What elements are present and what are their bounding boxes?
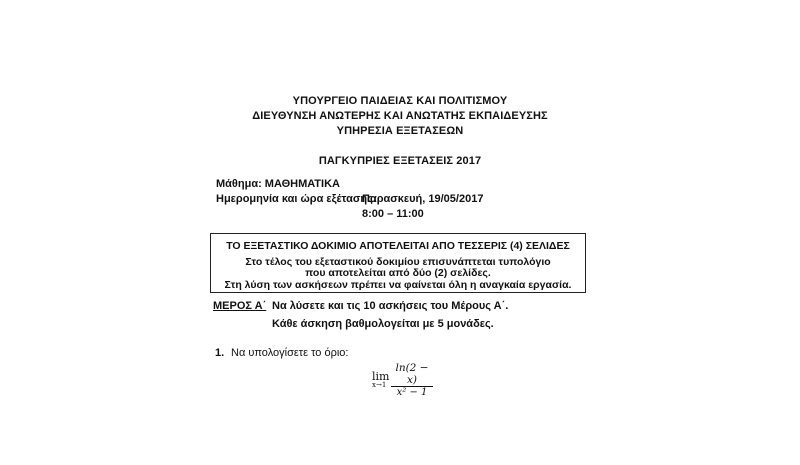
notice-box (210, 233, 586, 293)
datetime-label: Ημερομηνία και ώρα εξέτασης: (216, 193, 377, 205)
part-a-instruction-1: Να λύσετε και τις 10 ασκήσεις του Μέρους Α΄. (272, 300, 509, 312)
notice-work: Στη λύση των ασκήσεων πρέπει να φαίνεται όλη η αναγκαία εργασία. (224, 279, 572, 291)
time-value: 8:00 – 11:00 (362, 208, 424, 220)
lim-symbol: lim (372, 370, 390, 383)
part-a-label: ΜΕΡΟΣ Α΄ (213, 300, 267, 312)
numerator: ln(2 − x) (395, 362, 429, 386)
notice-formulary-1: Στο τέλος του εξεταστικού δοκιμίου επισυνάπτεται τυπολόγιο (245, 256, 551, 268)
directorate-title: ΔΙΕΥΘΥΝΣΗ ΑΝΩΤΕΡΗΣ ΚΑΙ ΑΝΩΤΑΤΗΣ ΕΚΠΑΙΔΕΥΣΗΣ (252, 110, 548, 122)
notice-formulary-2: που αποτελείται από δύο (2) σελίδες. (305, 267, 491, 279)
question-number: 1. (215, 347, 225, 359)
ministry-title: ΥΠΟΥΡΓΕΙΟ ΠΑΙΔΕΙΑΣ ΚΑΙ ΠΟΛΙΤΙΣΜΟΥ (292, 95, 508, 107)
date-value: Παρασκευή, 19/05/2017 (362, 193, 484, 205)
subject-label: Μάθημα: ΜΑΘΗΜΑΤΙΚΑ (216, 178, 340, 190)
limit-formula (372, 362, 442, 398)
notice-pages: ΤΟ ΕΞΕΤΑΣΤΙΚΟ ΔΟΚΙΜΙΟ ΑΠΟΤΕΛΕΙΤΑΙ ΑΠΟ ΤΕΣΣΕΡΙΣ (4) ΣΕΛΙΔΕΣ (226, 240, 570, 252)
fraction (390, 362, 434, 398)
service-title: ΥΠΗΡΕΣΙΑ ΕΞΕΤΑΣΕΩΝ (336, 125, 464, 137)
part-a-instruction-2: Κάθε άσκηση βαθμολογείται με 5 μονάδες. (272, 318, 494, 330)
denominator: x² − 1 (396, 387, 428, 398)
exam-title: ΠΑΓΚΥΠΡΙΕΣ ΕΞΕΤΑΣΕΙΣ 2017 (318, 155, 482, 167)
question-text: Να υπολογίσετε το όριο: (231, 347, 349, 359)
lim-subscript: x→1 (372, 381, 387, 389)
